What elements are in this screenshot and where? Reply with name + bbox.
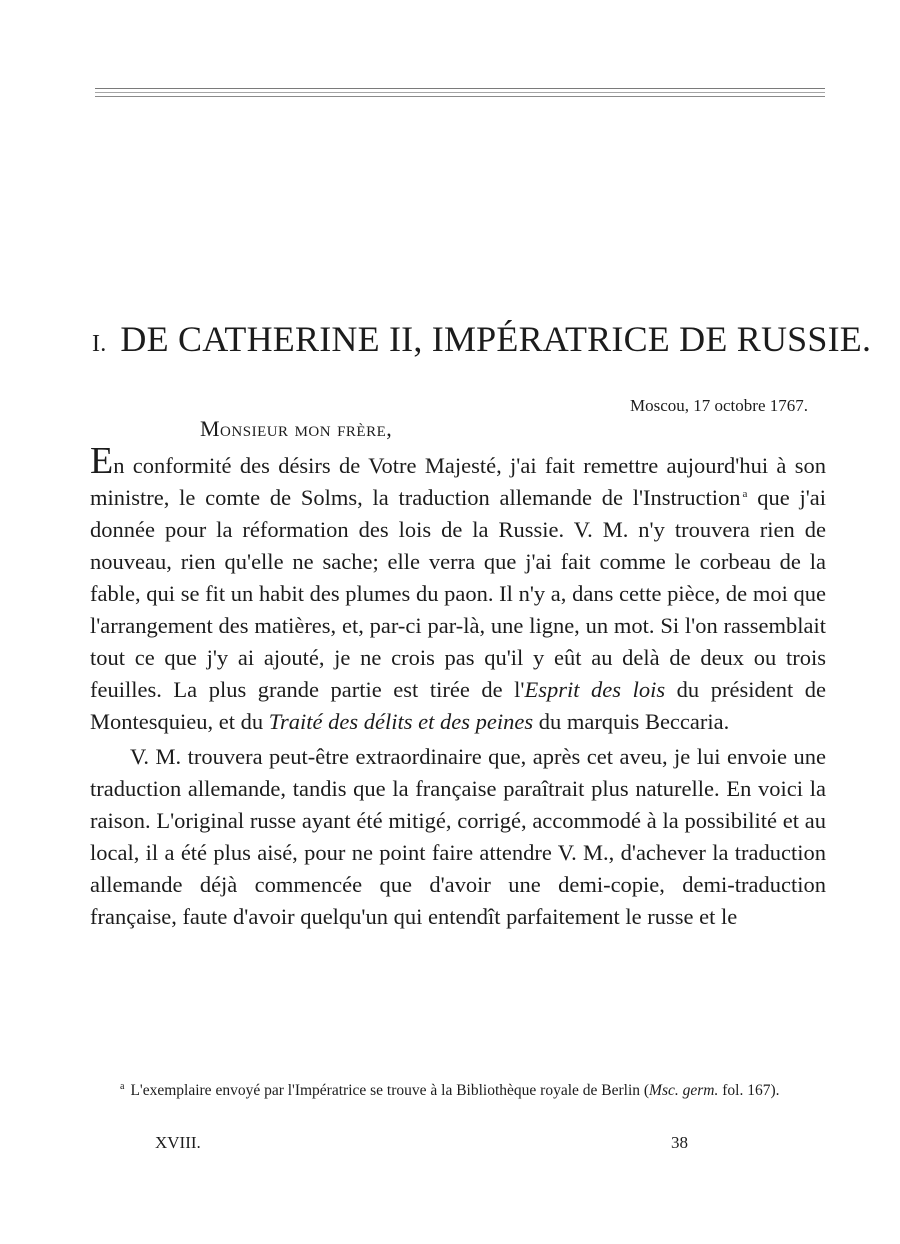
drop-cap: E <box>90 440 114 482</box>
page-number: 38 <box>671 1133 688 1152</box>
paragraph: V. M. trouvera peut-être extraordinaire que, après cet aveu, je lui envoie une traduction allemande, tandis que la française paraîtrait plus naturelle. En voici la raison. L'original russe ayant été mitigé, corrigé, accommodé à la possibilité et au local, il a été plus aisé, pour ne point faire attendre V. M., d'achever la traduction allemande déjà commencée que d'avoir une demi-copie, demi-traduction française, faute d'avoir quelqu'un qui entendît parfaitement le russe et le <box>90 744 826 929</box>
footnote: $^a$ L'exemplaire envoyé par l'Impératrice se trouve à la Bibliothèque royale de Berlin (Msc. germ. fol. 167). <box>120 1081 780 1100</box>
dateline: Moscou, 17 octobre 1767. <box>629 396 808 415</box>
signature-mark: XVIII. <box>155 1133 201 1152</box>
work-title: Traité des délits et des peines <box>268 709 534 734</box>
top-rule <box>95 92 825 93</box>
salutation: Monsieur mon frère, <box>200 416 393 441</box>
footnote-marker: a <box>120 1081 125 1092</box>
letter-title: DE CATHERINE II, IMPÉRATRICE DE RUSSIE. <box>120 319 872 359</box>
citation: Msc. germ. <box>649 1082 719 1100</box>
letter-heading <box>92 318 872 360</box>
letter-number: I. <box>92 331 107 357</box>
top-rule <box>95 96 825 97</box>
top-rule <box>95 88 825 89</box>
paragraph: En conformité des désirs de Votre Majesté, j'ai fait remettre aujourd'hui à son ministre, le comte de Solms, la traduction allemande de l'Instruction $^a$ que j'ai donnée pour la réformation des lois de la Russie. V. M. n'y trouvera rien de nouveau, rien qu'elle ne sache; elle verra que j'ai fait comme le corbeau de la fable, qui se fit un habit des plumes du paon. Il n'y a, dans cette pièce, de moi que l'arrangement des matières, et, par-ci par-là, une ligne, un mot. Si l'on rassemblait tout ce que j'y ai ajouté, je ne crois pas qu'il y eût au delà de deux ou trois feuilles. La plus grande partie est tirée de l'Esprit des lois du président de Montesquieu, et du Traité des délits et des peines du marquis Beccaria. <box>90 440 826 734</box>
work-title: Esprit des lois <box>524 677 666 702</box>
footnote-reference: a <box>742 487 748 500</box>
letter-body <box>90 440 826 933</box>
